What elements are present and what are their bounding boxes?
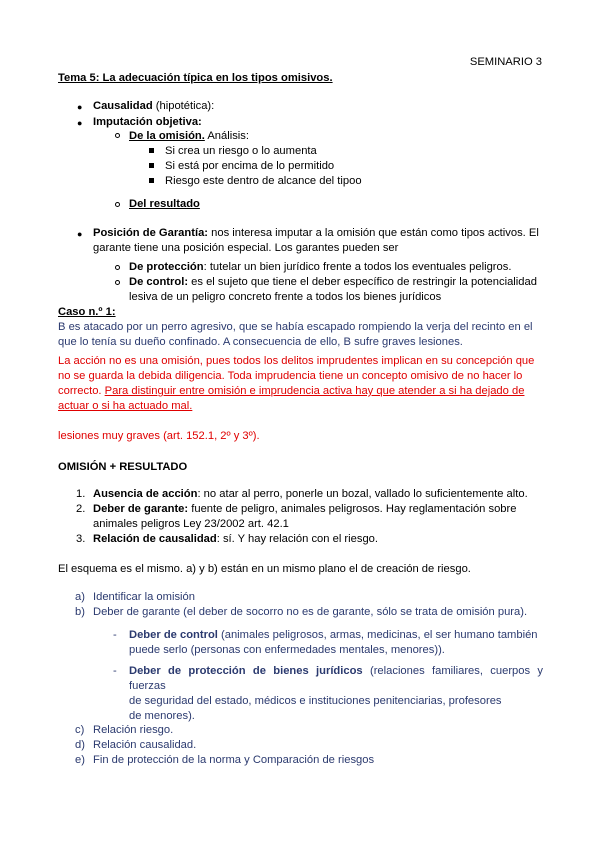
red-line1: La acción no es una omisión, pues todos los delitos imprudentes implican en su concepción que bbox=[58, 355, 535, 367]
circle-bullet-icon bbox=[115, 280, 120, 285]
causalidad-rest: (hipotética): bbox=[152, 100, 215, 112]
caso-line2: que lo tenía su dueño confinado. A consecuencia de ello, B sufre graves lesiones. bbox=[58, 336, 463, 348]
sub-item: Riesgo este dentro de alcance del tipoo bbox=[165, 175, 362, 187]
sub-item: Si está por encima de lo permitido bbox=[165, 160, 335, 172]
deber-control-label: Deber de control bbox=[129, 629, 218, 641]
deber-proteccion-line3: de menores). bbox=[129, 710, 195, 722]
sub-item: Si crea un riesgo o lo aumenta bbox=[165, 145, 317, 157]
deber-garante-text: fuente de peligro, animales peligrosos. Hay reglamentación sobre bbox=[188, 503, 517, 515]
deber-proteccion-line2: de seguridad del estado, médicos e instituciones penitenciarias, profesores bbox=[129, 695, 502, 707]
item-e-text: Fin de protección de la norma y Comparación de riesgos bbox=[93, 754, 375, 766]
lesiones-text: lesiones muy graves (art. 152.1, 2º y 3º). bbox=[58, 430, 260, 442]
item-a-text: Identificar la omisión bbox=[93, 591, 195, 603]
causalidad-relacion-label: Relación de causalidad bbox=[93, 533, 217, 545]
resultado-label: resultado bbox=[149, 198, 200, 210]
causalidad-item bbox=[93, 99, 214, 114]
item-number: 2. bbox=[76, 503, 86, 515]
item-number: 3. bbox=[76, 533, 86, 545]
letter-c: c) bbox=[75, 724, 85, 736]
dash-icon: - bbox=[113, 629, 117, 641]
imputacion-label: Imputación objetiva: bbox=[93, 116, 202, 128]
causalidad-relacion-item bbox=[93, 532, 378, 547]
esquema-text: El esquema es el mismo. a) y b) están en un mismo plano el de creación de riesgo. bbox=[58, 563, 471, 575]
dash-icon: - bbox=[113, 665, 117, 677]
circle-bullet-icon bbox=[115, 202, 120, 207]
omision-rest: Análisis: bbox=[204, 130, 249, 142]
omision-resultado-heading: OMISIÓN + RESULTADO bbox=[58, 461, 188, 473]
square-bullet-icon bbox=[149, 148, 154, 153]
control-label: De control: bbox=[129, 276, 189, 288]
item-c-text: Relación riesgo. bbox=[93, 724, 174, 736]
caso-heading: Caso n.º 1: bbox=[58, 306, 116, 318]
proteccion-label: De protección bbox=[129, 261, 204, 273]
garantia-item bbox=[93, 226, 543, 256]
square-bullet-icon bbox=[149, 163, 154, 168]
omision-label: De la omisión. bbox=[129, 130, 205, 142]
deber-control-item bbox=[129, 628, 543, 658]
red-line3-plain: correcto. bbox=[58, 385, 105, 397]
deber-garante-label: Deber de garante: bbox=[93, 503, 189, 515]
letter-e: e) bbox=[75, 754, 85, 766]
ausencia-label: Ausencia de acción bbox=[93, 488, 198, 500]
garantia-line1: nos interesa imputar a la omisión que están como tipos activos. El bbox=[208, 227, 539, 239]
resultado-prefix: Del bbox=[129, 198, 150, 210]
item-d-text: Relación causalidad. bbox=[93, 739, 197, 751]
ausencia-text: : no atar al perro, ponerle un bozal, vallado lo suficientemente alto. bbox=[197, 488, 528, 500]
item-b-text: Deber de garante (el deber de socorro no es de garante, sólo se trata de omisión pura). bbox=[93, 606, 528, 618]
resultado-item bbox=[129, 197, 200, 212]
letter-a: a) bbox=[75, 591, 85, 603]
deber-garante-text2: animales peligros Ley 23/2002 art. 42.1 bbox=[93, 518, 289, 530]
deber-proteccion-line1: (relaciones familiares, cuerpos y fuerzas bbox=[129, 665, 544, 692]
garantia-line2: garante tiene una posición especial. Los garantes pueden ser bbox=[93, 242, 399, 254]
proteccion-item bbox=[129, 260, 511, 275]
control-item bbox=[129, 275, 543, 305]
deber-garante-item bbox=[93, 502, 543, 532]
caso-line1: B es atacado por un perro agresivo, que se había escapado rompiendo la verja del recinto en el bbox=[58, 321, 533, 333]
causalidad-relacion-text: : sí. Y hay relación con el riesgo. bbox=[216, 533, 379, 545]
bullet-icon: ● bbox=[77, 102, 83, 112]
deber-control-line1: (animales peligrosos, armas, medicinas, el ser humano también bbox=[217, 629, 538, 641]
caso-text bbox=[58, 320, 543, 350]
omision-item bbox=[129, 129, 249, 144]
red-line2: no se guarda la debida diligencia. Toda imprudencia tiene un concepto omisivo de no hacer lo bbox=[58, 370, 523, 382]
control-line1: es el sujeto que tiene el deber específico de restringir la potencialidad bbox=[188, 276, 537, 288]
circle-bullet-icon bbox=[115, 265, 120, 270]
deber-control-line2: puede serlo (personas con enfermedades mentales, menores)). bbox=[129, 644, 445, 656]
deber-proteccion-item bbox=[129, 664, 543, 724]
red-line3-underlined: Para distinguir entre omisión e imprudencia activa hay que atender a si ha dejado de bbox=[104, 385, 525, 397]
page-title: Tema 5: La adecuación típica en los tipos omisivos. bbox=[58, 72, 333, 84]
square-bullet-icon bbox=[149, 178, 154, 183]
bullet-icon: ● bbox=[77, 118, 83, 128]
causalidad-label: Causalidad bbox=[93, 100, 153, 112]
control-line2: lesiva de un peligro concreto frente a todos los bienes jurídicos bbox=[129, 291, 442, 303]
circle-bullet-icon bbox=[115, 133, 120, 138]
letter-b: b) bbox=[75, 606, 85, 618]
letter-d: d) bbox=[75, 739, 85, 751]
red-line4-underlined: actuar o si ha actuado mal. bbox=[58, 400, 193, 412]
ausencia-item bbox=[93, 487, 528, 502]
bullet-icon: ● bbox=[77, 229, 83, 239]
deber-proteccion-label: Deber de protección de bienes jurídicos bbox=[129, 665, 363, 677]
garantia-label: Posición de Garantía: bbox=[93, 227, 209, 239]
item-number: 1. bbox=[76, 488, 86, 500]
red-paragraph bbox=[58, 354, 543, 414]
seminar-label: SEMINARIO 3 bbox=[469, 56, 542, 68]
proteccion-rest: : tutelar un bien jurídico frente a todos los eventuales peligros. bbox=[203, 261, 512, 273]
